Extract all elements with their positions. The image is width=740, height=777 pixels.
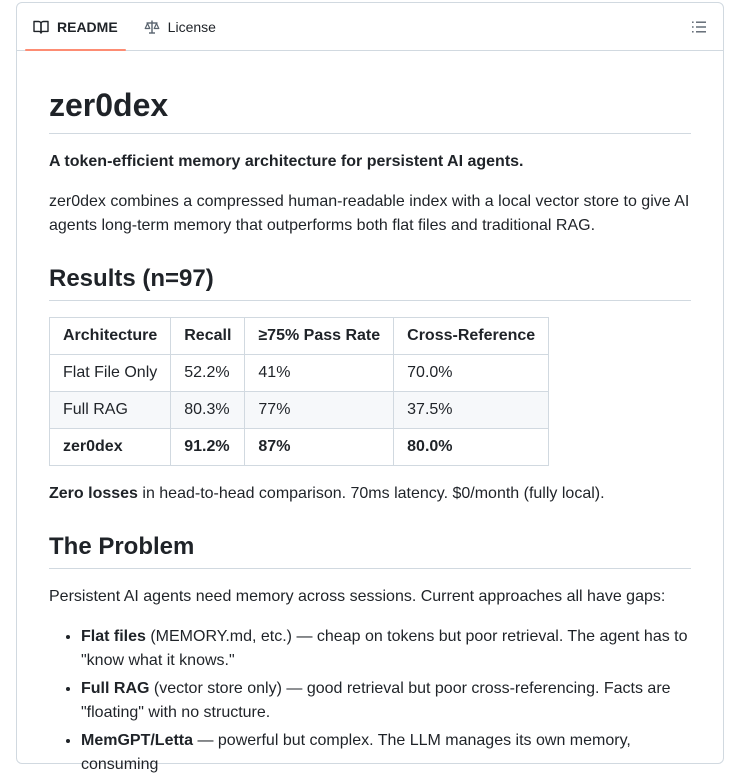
list-item-text: — powerful but complex. The LLM manages its own memory, consuming <box>81 732 631 773</box>
list-item-bold: Flat files <box>81 628 146 645</box>
summary-text: in head-to-head comparison. 70ms latency. $0/month (fully local). <box>137 485 605 502</box>
table-cell: 80.3% <box>171 392 245 429</box>
table-header: Recall <box>171 318 245 355</box>
tagline: A token-efficient memory architecture for persistent AI agents. <box>49 153 524 170</box>
tab-readme[interactable] <box>25 3 126 50</box>
problem-list <box>49 625 691 777</box>
tab-license[interactable] <box>136 3 224 50</box>
table-cell: 37.5% <box>394 392 549 429</box>
table-header: Cross-Reference <box>394 318 549 355</box>
list-unordered-icon <box>689 24 709 41</box>
book-icon <box>33 19 49 35</box>
results-heading: Results (n=97) <box>49 264 691 301</box>
problem-heading: The Problem <box>49 532 691 569</box>
table-cell: Flat File Only <box>50 355 171 392</box>
table-row <box>50 392 549 429</box>
table-cell: 52.2% <box>171 355 245 392</box>
table-row <box>50 355 549 392</box>
readme-title: zer0dex <box>49 85 691 134</box>
law-scale-icon <box>144 19 160 35</box>
tab-license-label: License <box>167 18 216 35</box>
table-header: ≥75% Pass Rate <box>245 318 394 355</box>
tab-readme-label: README <box>57 18 118 35</box>
table-cell: 87% <box>245 429 394 466</box>
results-table <box>49 317 549 466</box>
list-item <box>81 677 691 725</box>
table-cell: zer0dex <box>50 429 171 466</box>
table-cell: Full RAG <box>50 392 171 429</box>
tab-bar <box>17 3 723 51</box>
table-cell: 77% <box>245 392 394 429</box>
list-item <box>81 729 691 777</box>
summary-paragraph <box>49 482 691 506</box>
summary-bold: Zero losses <box>49 485 138 502</box>
table-row <box>50 429 549 466</box>
outline-button[interactable] <box>689 17 709 37</box>
table-cell: 41% <box>245 355 394 392</box>
list-item-text: (MEMORY.md, etc.) — cheap on tokens but poor retrieval. The agent has to "know what it knows." <box>81 628 688 669</box>
readme-content <box>17 85 723 777</box>
list-item-text: (vector store only) — good retrieval but poor cross-referencing. Facts are "floating" with no structure. <box>81 680 671 721</box>
problem-intro: Persistent AI agents need memory across sessions. Current approaches all have gaps: <box>49 588 666 605</box>
table-cell: 70.0% <box>394 355 549 392</box>
list-item-bold: Full RAG <box>81 680 150 697</box>
table-cell: 80.0% <box>394 429 549 466</box>
table-header-row <box>50 318 549 355</box>
table-header: Architecture <box>50 318 171 355</box>
readme-panel <box>16 2 724 773</box>
list-item <box>81 625 691 673</box>
list-item-bold: MemGPT/Letta <box>81 732 194 749</box>
table-cell: 91.2% <box>171 429 245 466</box>
intro-paragraph: zer0dex combines a compressed human-readable index with a local vector store to give AI agents long-term memory that outperforms both flat files and traditional RAG. <box>49 193 690 234</box>
